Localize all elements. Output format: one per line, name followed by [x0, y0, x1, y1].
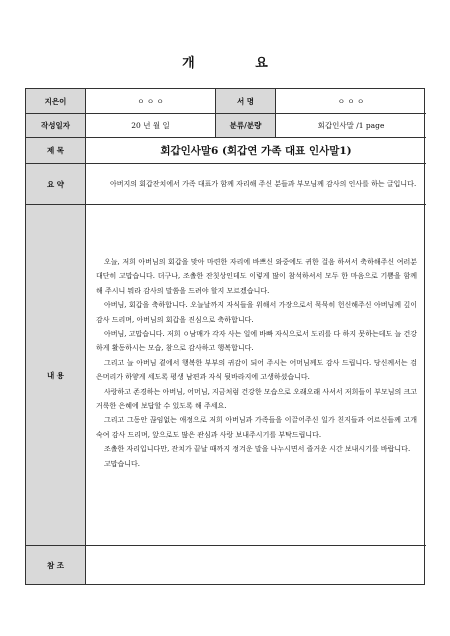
reference-value [86, 546, 426, 584]
content-label: 내 용 [26, 205, 86, 546]
author-label: 지은이 [26, 89, 86, 114]
content-body [86, 205, 426, 546]
page-title: 개 요 [182, 56, 296, 71]
content-paragraph: 그리고 그동안 끊임없는 애정으로 저희 아버님과 가족들을 이끌어주신 일가 친지들과 어르신들께 고개 숙여 감사 드리며, 앞으로도 많은 관심과 사랑 보내주시기를 부탁드립니다. [96, 416, 417, 439]
content-paragraph: 오늘, 저희 아버님의 회갑을 맞아 마련한 자리에 바쁘신 와중에도 귀한 걸음 하셔서 축하해주신 여러분 대단히 고맙습니다. 더구나, 조촐한 잔칫상인데도 이렇게 많이 참석하셔서 모두 한 마음으로 기쁨을 함께 해 주시니 뭐라 감사의 말씀을 드려야 할지 모르겠습니다. [96, 258, 417, 295]
content-paragraph: 사랑하고 존경하는 아버님, 어머님, 지금처럼 건강한 모습으로 오래오래 사셔서 저희들이 부모님의 크고 거룩한 은혜에 보답할 수 있도록 해 주세요. [96, 387, 417, 411]
content-paragraph: 조촐한 자리입니다만, 잔치가 끝날 때까지 정겨운 말을 나누시면서 즐거운 시간 보내시기를 바랍니다. [104, 445, 411, 454]
date-label: 작성일자 [26, 114, 86, 138]
author-value: ㅇ ㅇ ㅇ [86, 89, 216, 114]
content-paragraph: 고맙습니다. [104, 459, 141, 468]
signature-label: 서 명 [216, 89, 276, 114]
subject-value: 회갑인사말6 (회갑연 가족 대표 인사말1) [86, 138, 426, 164]
summary-text: 아버지의 회갑잔치에서 가족 대표가 함께 자리해 주신 분들과 부모님께 감사의 인사를 하는 글입니다. [86, 164, 426, 205]
content-paragraph: 그리고 늘 아버님 곁에서 행복한 부부의 귀감이 되어 주시는 어머님께도 감사 드립니다. 당신께서는 검은머리가 하얗게 세도록 평생 남편과 자식 뒷바라지에 고생하셨습니다. [96, 358, 417, 382]
content-paragraph: 아버님, 회갑을 축하합니다. 오늘날까지 자식들을 위해서 가장으로서 묵묵히 헌신해주신 아버님께 깊이 감사 드리며, 아버님의 회갑을 진심으로 축하합니다. [96, 301, 417, 324]
category-label: 분류/분량 [216, 114, 276, 138]
reference-label: 참 조 [26, 546, 86, 584]
signature-value: ㅇ ㅇ ㅇ [276, 89, 426, 114]
subject-label: 제 목 [26, 138, 86, 164]
content-paragraph: 아버님, 고맙습니다. 저희 ㅇ남매가 각자 사는 일에 바빠 자식으로서 도리를 다 하지 못하는데도 늘 건강하게 활동하시는 모습, 참으로 감사하고 행복합니다. [96, 330, 417, 353]
category-value: 회갑인사말 /1 page [276, 114, 426, 138]
date-value: 20 년 월 일 [86, 114, 216, 138]
summary-label: 요 약 [26, 164, 86, 205]
summary-table [25, 88, 425, 585]
